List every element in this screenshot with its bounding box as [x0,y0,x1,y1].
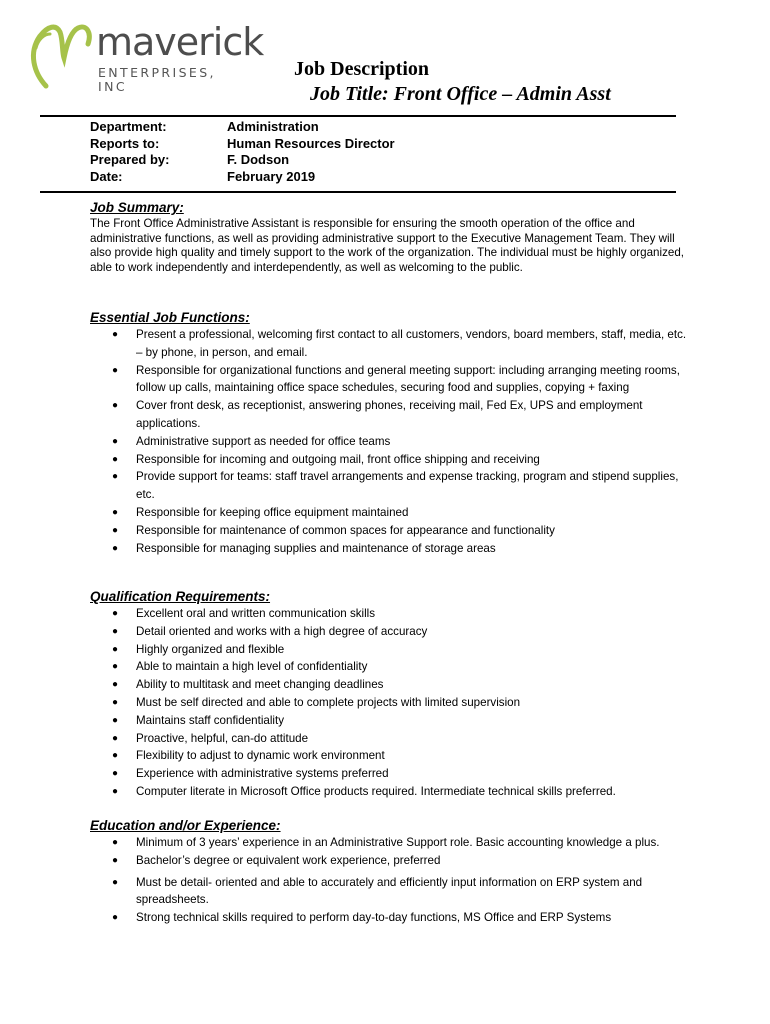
list-item-text: Detail oriented and works with a high degree of accuracy [136,624,428,638]
info-label: Prepared by: [90,152,170,167]
info-label: Date: [90,168,123,184]
info-label: Department: [90,119,167,134]
bullet-icon: ● [112,876,119,888]
bullet-icon: ● [112,696,119,708]
list-item [90,694,690,712]
list-item-text: Ability to multitask and meet changing deadlines [136,678,384,692]
list-item-text: Computer literate in Microsoft Office products required. Intermediate technical skills preferred. [136,784,616,798]
logo-wordmark: maverick [96,20,264,64]
bullet-icon: ● [112,750,119,762]
info-value: F. Dodson [227,152,290,167]
info-row-reports-to [90,136,395,153]
list-item [90,641,690,659]
list-item [90,730,690,748]
list-item [90,540,690,558]
list-item [90,451,690,469]
list-item-text: Flexibility to adjust to dynamic work environment [136,749,385,763]
qualification-requirements-section [90,589,690,801]
bullet-icon: ● [112,912,119,924]
list-item [90,783,690,801]
job-summary-section [90,200,690,275]
list-item [90,522,690,540]
info-label: Reports to: [90,135,160,151]
list-item-text: Present a professional, welcoming first contact to all customers, vendors, board members, staff, media, etc. – by phone, in person, and email. [136,328,687,359]
bullet-icon: ● [112,400,119,412]
list-item-text: Highly organized and flexible [136,642,285,656]
document-title: Job Description [294,58,429,80]
list-item-text: Must be self directed and able to complete projects with limited supervision [136,695,521,709]
education-list [90,834,690,927]
bullet-icon: ● [112,542,119,554]
list-item [90,712,690,730]
list-item-text: Excellent oral and written communication skills [136,607,376,620]
bullet-icon: ● [112,453,119,465]
bullet-icon: ● [112,608,119,619]
list-item-text: Able to maintain a high level of confidentiality [136,660,368,674]
header-divider-bottom [40,191,676,193]
job-title: Job Title: Front Office – Admin Asst [310,83,611,105]
maverick-swoosh-icon [26,18,96,90]
list-item [90,362,690,398]
list-item-text: Bachelor’s degree or equivalent work experience, preferred [136,853,441,867]
bullet-icon: ● [112,661,119,673]
bullet-icon: ● [112,679,119,691]
bullet-icon: ● [112,435,119,447]
bullet-icon: ● [112,524,119,536]
list-item [90,747,690,765]
qualifications-list [90,605,690,801]
info-row-date [90,169,395,186]
essential-functions-list [90,326,690,557]
bullet-icon: ● [112,768,119,780]
list-item [90,909,690,927]
section-heading: Essential Job Functions: [90,310,250,325]
list-item [90,504,690,522]
bullet-icon: ● [112,625,119,637]
bullet-icon: ● [112,364,119,376]
info-value: February 2019 [227,168,316,184]
list-item-text: Responsible for managing supplies and maintenance of storage areas [136,541,496,555]
bullet-icon: ● [112,329,119,340]
list-item-text: Responsible for incoming and outgoing mail, front office shipping and receiving [136,452,540,466]
bullet-icon: ● [112,506,119,518]
list-item [90,852,690,870]
bullet-icon: ● [112,714,119,726]
list-item [90,765,690,783]
list-item-text: Strong technical skills required to perform day-to-day functions, MS Office and ERP Systems [136,911,612,925]
info-value: Administration [227,119,319,134]
bullet-icon: ● [112,732,119,744]
bullet-icon: ● [112,643,119,655]
list-item-text: Responsible for organizational functions and general meeting support: including arranging meeting rooms, follow up calls, maintaining office space schedules, securing food and supplies, copying + faxing [136,363,680,395]
info-row-department [90,119,395,136]
list-item-text: Minimum of 3 years’ experience in an Administrative Support role. Basic accounting knowledge a plus. [136,836,660,849]
list-item [90,658,690,676]
list-item [90,834,690,852]
job-info-table [90,119,395,185]
list-item [90,468,690,504]
list-item [90,326,690,362]
list-item-text: Provide support for teams: staff travel arrangements and expense tracking, program and stipend supplies, etc. [136,470,679,502]
bullet-icon: ● [112,854,119,866]
info-value: Human Resources Director [227,135,395,151]
education-experience-section [90,818,690,927]
header-divider-top [40,115,676,117]
company-logo [26,18,264,94]
section-heading: Qualification Requirements: [90,589,271,604]
section-heading: Job Summary: [90,200,184,215]
list-item-text: Maintains staff confidentiality [136,713,285,727]
logo-subtitle: ENTERPRISES, INC [98,65,216,94]
bullet-icon: ● [112,785,119,797]
list-item-text: Cover front desk, as receptionist, answering phones, receiving mail, Fed Ex, UPS and employment applications. [136,399,643,430]
list-item [90,605,690,623]
essential-functions-section [90,310,690,557]
bullet-icon: ● [112,837,119,848]
list-item-text: Must be detail- oriented and able to accurately and efficiently input information on ERP system and spreadsheets. [136,875,643,907]
list-item-text: Responsible for maintenance of common spaces for appearance and functionality [136,523,555,537]
list-item [90,397,690,433]
section-heading: Education and/or Experience: [90,818,281,833]
list-item [90,874,690,910]
list-item-text: Administrative support as needed for office teams [136,434,391,448]
list-item [90,676,690,694]
list-item [90,623,690,641]
summary-text: The Front Office Administrative Assistant is responsible for ensuring the smooth operation of the office and administrative functions, as well as providing administrative support to the Executive Management Team. They will also provide high quality and timely support to the work of the organization. The individual must be highly organized, able to work independently and interdependently, as well as welcoming to the public. [90,217,684,274]
list-item-text: Experience with administrative systems preferred [136,767,389,781]
list-item-text: Proactive, helpful, can-do attitude [136,731,309,745]
info-row-prepared-by [90,152,395,169]
bullet-icon: ● [112,471,119,483]
list-item-text: Responsible for keeping office equipment maintained [136,505,409,519]
list-item [90,433,690,451]
